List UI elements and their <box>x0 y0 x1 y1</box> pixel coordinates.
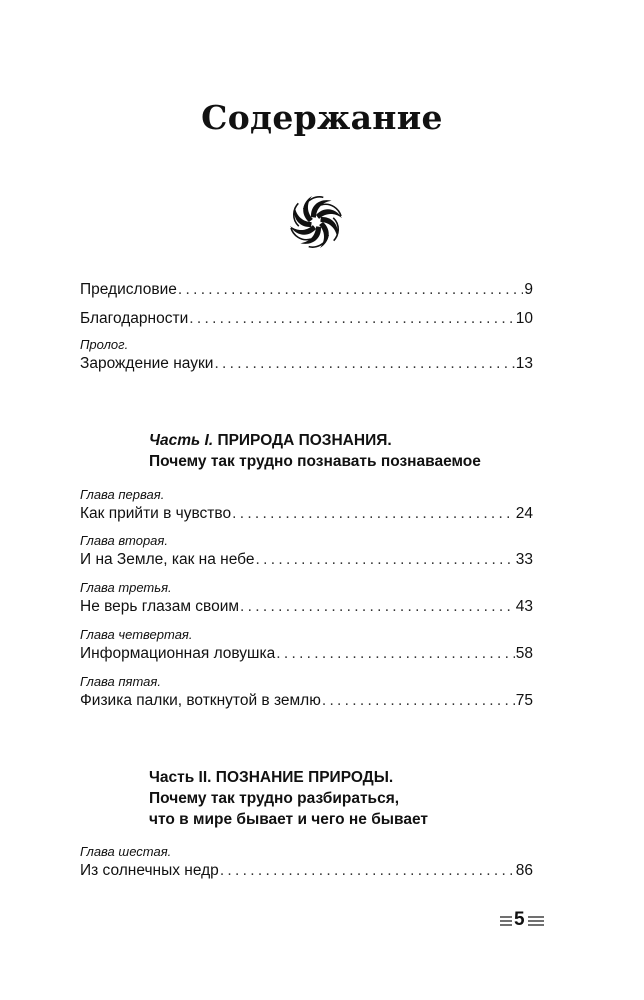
toc-entry-label: Пролог. <box>80 337 129 352</box>
part-heading-1[interactable] <box>149 430 481 472</box>
toc-entry-label: Глава четвертая. <box>80 627 193 642</box>
toc-entry-chapter-3[interactable] <box>80 580 533 617</box>
toc-entry-title: Как прийти в чувство <box>80 505 232 522</box>
toc-leader-dots <box>322 691 515 711</box>
toc-page-number: 43 <box>515 598 533 615</box>
toc-entry-title: Не верь глазам своим <box>80 598 240 615</box>
toc-entry-label: Глава пятая. <box>80 674 161 689</box>
toc-entry-title: Информационная ловушка <box>80 645 276 662</box>
part-label: Часть I. <box>149 432 214 449</box>
toc-entry-preface[interactable] <box>80 280 533 300</box>
part-subtitle-line: Почему так трудно познавать познаваемое <box>149 453 481 470</box>
toc-leader-dots <box>256 550 515 570</box>
toc-entry-title: И на Земле, как на небе <box>80 551 255 568</box>
toc-entry-acknowledgements[interactable] <box>80 309 533 329</box>
toc-entry-chapter-6[interactable] <box>80 844 533 881</box>
toc-page-number: 86 <box>515 862 533 879</box>
toc-entry-title: Зарождение науки <box>80 355 214 372</box>
toc-entry-chapter-1[interactable] <box>80 487 533 524</box>
toc-page-number: 13 <box>515 355 533 372</box>
toc-entry-label: Глава третья. <box>80 580 172 595</box>
toc-leader-dots <box>240 597 515 617</box>
toc-entry-title: Предисловие <box>80 281 177 298</box>
toc-entry-prologue[interactable] <box>80 337 533 374</box>
toc-entry-chapter-4[interactable] <box>80 627 533 664</box>
toc-leader-dots <box>178 280 524 300</box>
toc-page-number: 58 <box>515 645 533 662</box>
toc-entry-chapter-5[interactable] <box>80 674 533 711</box>
toc-entry-title: Физика палки, воткнутой в землю <box>80 692 321 709</box>
part-label: Часть II. <box>149 769 212 786</box>
toc-page-number: 10 <box>515 310 533 327</box>
part-heading-2[interactable] <box>149 767 428 830</box>
toc-page-number: 33 <box>515 551 533 568</box>
toc-entry-label: Глава первая. <box>80 487 165 502</box>
part-subtitle-line: Почему так трудно разбираться, <box>149 790 400 807</box>
toc-entry-title: Из солнечных недр <box>80 862 219 879</box>
part-title: ПРИРОДА ПОЗНАНИЯ. <box>217 432 392 449</box>
toc-entry-title: Благодарности <box>80 310 189 327</box>
toc-leader-dots <box>189 309 515 329</box>
swirl-ornament-icon <box>286 192 346 252</box>
toc-page-number: 9 <box>524 281 533 298</box>
toc-leader-dots <box>220 861 515 881</box>
part-subtitle-line: что в мире бывает и чего не бывает <box>149 811 428 828</box>
page-title: Содержание <box>201 98 443 137</box>
page-number-value: 5 <box>514 909 525 930</box>
toc-leader-dots <box>214 354 514 374</box>
toc-entry-label: Глава вторая. <box>80 533 168 548</box>
toc-entry-label: Глава шестая. <box>80 844 172 859</box>
toc-page-number: 24 <box>515 505 533 522</box>
toc-leader-dots <box>276 644 515 664</box>
part-title: ПОЗНАНИЕ ПРИРОДЫ. <box>215 769 394 786</box>
toc-page-number: 75 <box>515 692 533 709</box>
toc-entry-chapter-2[interactable] <box>80 533 533 570</box>
page-number <box>500 908 544 934</box>
toc-leader-dots <box>232 504 515 524</box>
